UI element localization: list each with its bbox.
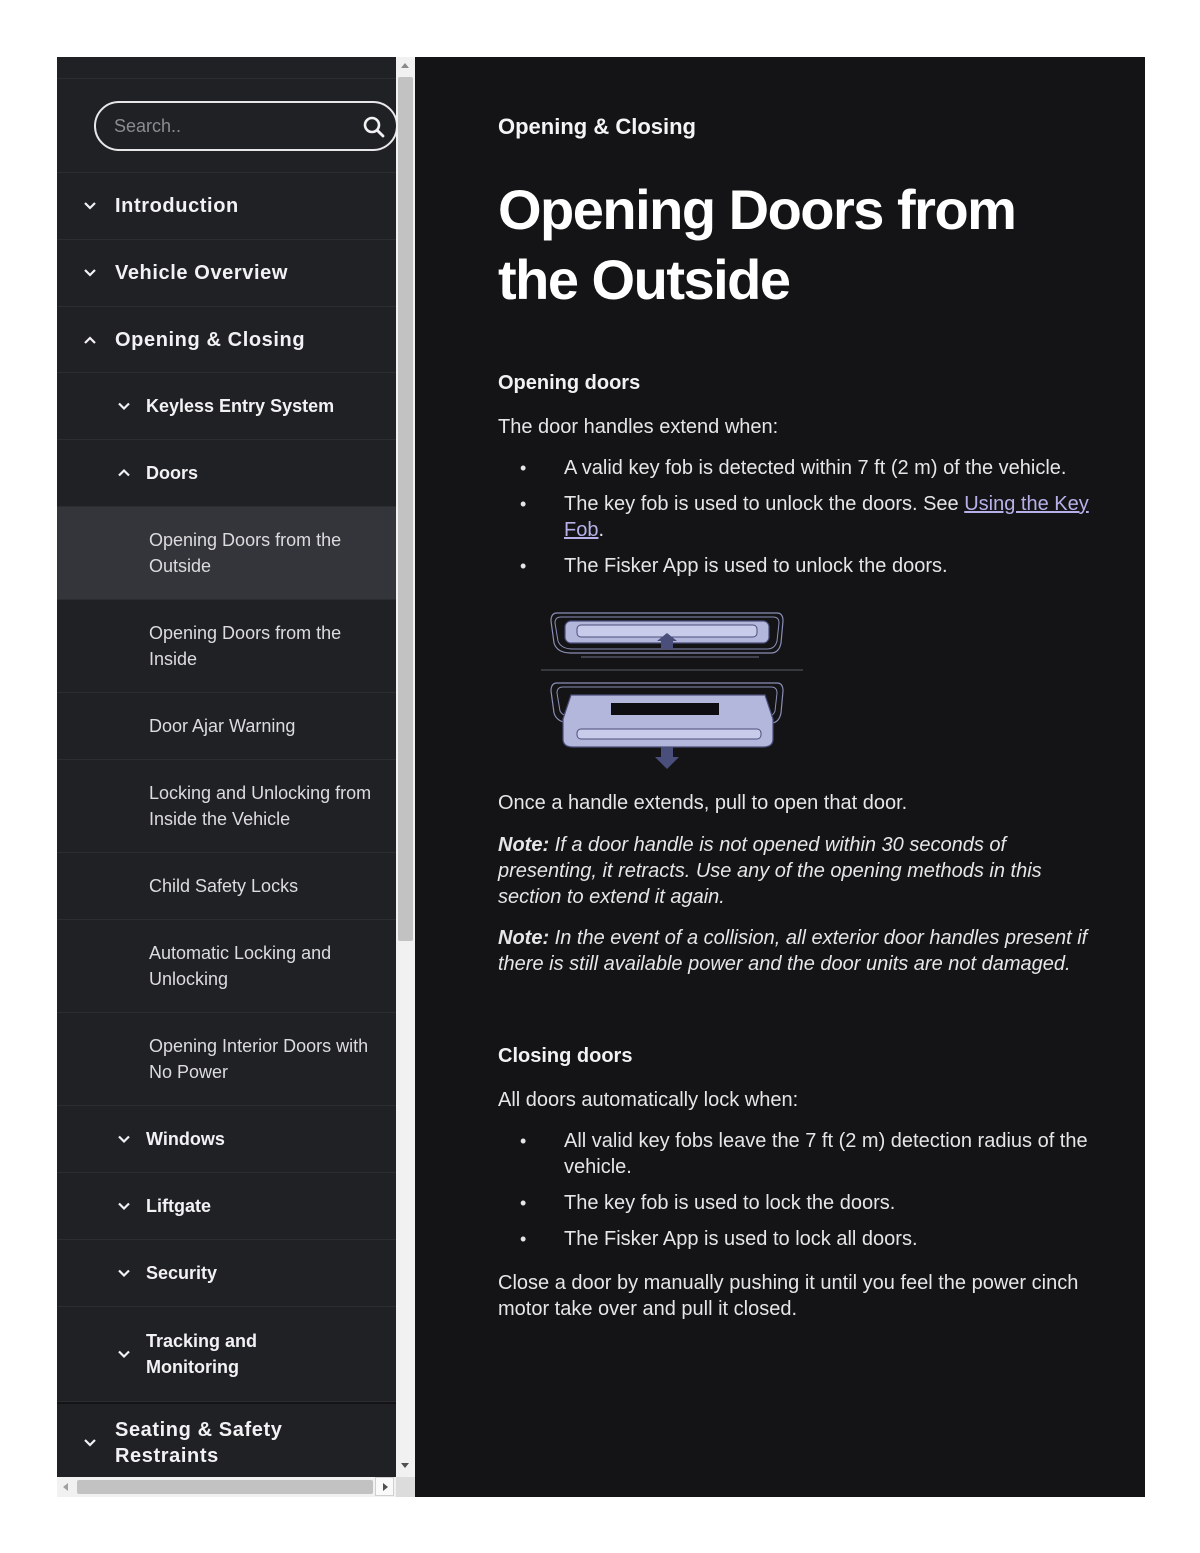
scroll-up-arrow-icon[interactable] (401, 63, 409, 68)
sidebar-top-strip (57, 57, 396, 79)
sidebar-item-automatic-locking[interactable] (57, 920, 396, 1013)
list-item: • All valid key fobs leave the 7 ft (2 m) detection radius of the vehicle. (498, 1128, 1098, 1180)
sidebar-item-label: Liftgate (146, 1196, 211, 1216)
list-item-text: The Fisker App is used to unlock the doors. (564, 555, 948, 577)
note-label: Note: (498, 834, 550, 856)
chevron-down-icon (117, 399, 131, 413)
search-area (57, 79, 396, 173)
search-input[interactable] (114, 103, 354, 149)
sidebar-item-tracking-monitoring[interactable] (57, 1307, 396, 1402)
sidebar-item-label: Door Ajar Warning (149, 716, 296, 736)
sidebar-item-introduction[interactable] (57, 173, 396, 240)
chevron-down-icon (82, 198, 98, 214)
section-heading-opening: Opening doors (498, 372, 641, 394)
sidebar-item-label: Opening Doors from the Outside (149, 530, 342, 576)
sidebar-item-child-safety-locks[interactable] (57, 853, 396, 920)
chevron-down-icon (82, 265, 98, 281)
sidebar-item-security[interactable] (57, 1240, 396, 1307)
sidebar-item-label: Keyless Entry System (146, 396, 335, 416)
chevron-down-icon (117, 1132, 131, 1146)
note-collision-retract (498, 832, 1098, 910)
chevron-down-icon (82, 1435, 98, 1451)
list-item-text: The key fob is used to unlock the doors. See (564, 493, 965, 515)
sidebar-item-locking-unlocking-inside[interactable] (57, 760, 396, 853)
main-content (415, 57, 1145, 1497)
sidebar-item-label: Child Safety Locks (149, 876, 299, 896)
sidebar-item-opening-doors-outside[interactable] (57, 507, 396, 600)
sidebar-item-seating-safety[interactable] (57, 1402, 396, 1477)
breadcrumb[interactable]: Opening & Closing (498, 114, 696, 139)
list-item-text: A valid key fob is detected within 7 ft (2 m) of the vehicle. (564, 457, 1067, 479)
note-collision (498, 925, 1098, 977)
sidebar-item-label: Opening Interior Doors with No Power (149, 1036, 369, 1082)
scrollbar-thumb[interactable] (77, 1480, 373, 1494)
opening-bullet-list (498, 455, 1098, 589)
list-item (498, 491, 1098, 543)
sidebar-horizontal-scrollbar[interactable] (57, 1477, 396, 1497)
chevron-down-icon (117, 1266, 131, 1280)
sidebar-item-interior-doors-no-power[interactable] (57, 1013, 396, 1106)
scroll-left-arrow-icon[interactable] (63, 1483, 68, 1491)
sidebar-item-label: Windows (146, 1129, 225, 1149)
sidebar-vertical-scrollbar[interactable] (396, 57, 415, 1477)
sidebar-item-keyless-entry[interactable] (57, 373, 396, 440)
sidebar-item-door-ajar-warning[interactable] (57, 693, 396, 760)
section-heading-closing: Closing doors (498, 1045, 633, 1067)
search-box[interactable] (94, 101, 396, 151)
note-text: In the event of a collision, all exterior door handles present if there is still available power and the door units are not damaged. (498, 927, 1088, 975)
sidebar-item-label: Tracking and Monitoring (146, 1331, 258, 1377)
closing-intro: All doors automatically lock when: (498, 1089, 799, 1111)
sidebar-item-label: Locking and Unlocking from Inside the Vehicle (149, 783, 372, 829)
list-item: • The Fisker App is used to lock all doors. (498, 1226, 1098, 1252)
scroll-down-arrow-icon[interactable] (401, 1463, 409, 1468)
sidebar-item-windows[interactable] (57, 1106, 396, 1173)
sidebar-nav (57, 57, 396, 1477)
sidebar-item-label: Seating & Safety Restraints (115, 1418, 283, 1467)
using-key-fob-link[interactable]: Using the Key Fob (564, 493, 1089, 541)
note-text: If a door handle is not opened within 30 seconds of presenting, it retracts. Use any of the opening methods in this section to extend it again. (498, 834, 1042, 908)
list-item: • The key fob is used to lock the doors. (498, 1190, 1098, 1216)
sidebar-item-label: Opening Doors from the Inside (149, 623, 342, 669)
sidebar-item-vehicle-overview[interactable] (57, 240, 396, 307)
sidebar-item-label: Security (146, 1263, 218, 1283)
chevron-down-icon (117, 1199, 131, 1213)
list-item-text: . (598, 519, 605, 541)
search-icon[interactable] (362, 115, 386, 139)
sidebar-item-doors[interactable] (57, 440, 396, 507)
scrollbar-thumb[interactable] (398, 77, 413, 941)
sidebar-item-label: Opening & Closing (115, 328, 306, 351)
scrollbar-corner (396, 1477, 415, 1497)
sidebar-item-opening-doors-inside[interactable] (57, 600, 396, 693)
sidebar-item-opening-closing[interactable] (57, 307, 396, 373)
chevron-up-icon (117, 466, 131, 480)
sidebar-item-label: Introduction (115, 195, 239, 217)
note-label: Note: (498, 927, 550, 949)
sidebar-item-label: Doors (146, 463, 199, 483)
chevron-down-icon (117, 1347, 131, 1361)
sidebar-item-label: Vehicle Overview (115, 262, 289, 284)
list-item (498, 553, 1098, 579)
door-handle-illustration (541, 607, 806, 772)
closing-bullet-list (498, 1128, 1098, 1262)
opening-after-text: Once a handle extends, pull to open that door. (498, 792, 908, 814)
closing-after-text: Close a door by manually pushing it until you feel the power cinch motor take over and pull it closed. (498, 1272, 1079, 1320)
opening-intro: The door handles extend when: (498, 416, 779, 438)
sidebar-item-liftgate[interactable] (57, 1173, 396, 1240)
app-frame (57, 57, 1145, 1497)
chevron-up-icon (82, 332, 98, 348)
sidebar-item-label: Automatic Locking and Unlocking (149, 943, 332, 989)
scroll-right-arrow-icon[interactable] (383, 1483, 388, 1491)
list-item (498, 455, 1098, 481)
page-title: Opening Doors from the Outside (498, 178, 1016, 311)
